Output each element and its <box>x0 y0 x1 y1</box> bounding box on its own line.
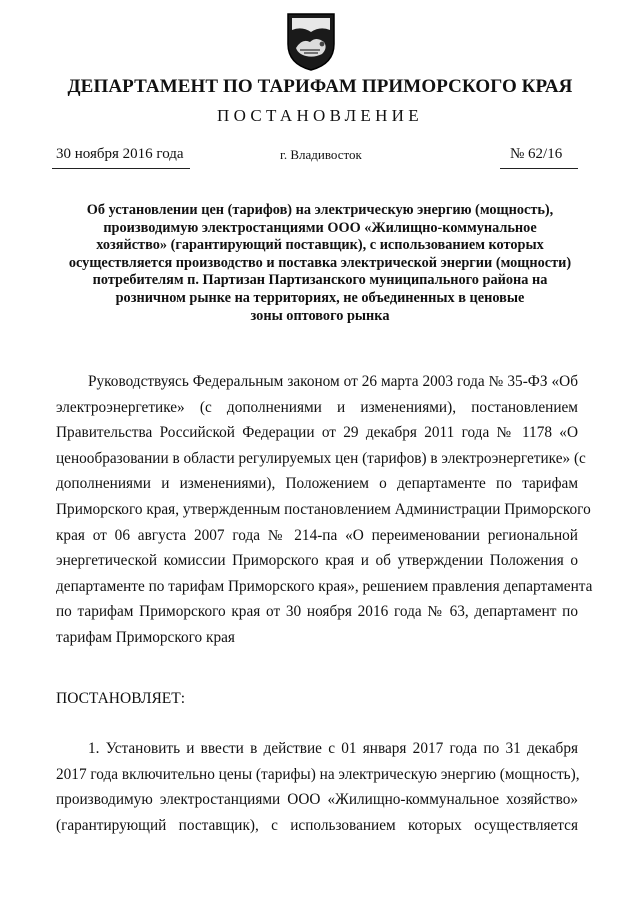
body-line: департаменте по тарифам Приморского края», решением правления департамента <box>56 577 593 595</box>
date-underline <box>52 168 190 169</box>
body-line: Приморского края, утвержденным постановлением Администрации Приморского <box>56 500 591 518</box>
department-title: ДЕПАРТАМЕНТ ПО ТАРИФАМ ПРИМОРСКОГО КРАЯ <box>67 76 573 97</box>
subject-line: зоны оптового рынка <box>250 307 390 324</box>
subject-line: осуществляется производство и поставка электрической энергии (мощности) <box>68 254 572 271</box>
subject-line: розничном рынке на территориях, не объединенных в ценовые <box>115 289 525 306</box>
body-line: электроэнергетике» (с дополнениями и изменениями), постановлением <box>56 398 578 416</box>
body-line: тарифам Приморского края <box>56 628 235 646</box>
decree-heading: ПОСТАНОВЛЯЕТ: <box>56 690 186 707</box>
document-date: 30 ноября 2016 года <box>56 146 184 162</box>
document-number: № 62/16 <box>510 146 563 162</box>
document-city: г. Владивосток <box>280 147 362 162</box>
subject-line: Об установлении цен (тарифов) на электрическую энергию (мощность), <box>86 202 554 218</box>
subject-line: хозяйство» (гарантирующий поставщик), с использованием которых <box>96 237 544 254</box>
number-underline <box>500 168 578 169</box>
document-subject <box>64 202 576 325</box>
preamble-paragraph <box>56 369 593 651</box>
body-line: производимую электростанциями ООО «Жилищно-коммунальное хозяйство» <box>56 791 578 809</box>
subject-line: производимую электростанциями ООО «Жилищно-коммунальное <box>103 219 537 236</box>
coat-of-arms-icon <box>284 8 338 72</box>
body-line: Правительства Российской Федерации от 29 декабря 2011 года № 1178 «О <box>56 424 578 442</box>
body-line: края от 06 августа 2007 года № 214-па «О переименовании региональной <box>56 526 578 544</box>
document-type: ПОСТАНОВЛЕНИЕ <box>217 106 423 125</box>
body-line: 2017 года включительно цены (тарифы) на электрическую энергию (мощность), <box>56 765 580 783</box>
body-line: Руководствуясь Федеральным законом от 26 марта 2003 года № 35-ФЗ «Об <box>88 373 578 390</box>
body-line: ценообразовании в области регулируемых цен (тарифов) в электроэнергетике» (с <box>56 449 586 467</box>
body-line: по тарифам Приморского края от 30 ноября 2016 года № 63, департамент по <box>56 603 578 621</box>
body-line: 1. Установить и ввести в действие с 01 января 2017 года по 31 декабря <box>88 740 578 757</box>
clause-1-paragraph <box>56 736 578 838</box>
body-line: дополнениями и изменениями), Положением о департаменте по тарифам <box>56 475 578 493</box>
subject-line: потребителям п. Партизан Партизанского муниципального района на <box>92 272 548 289</box>
body-line: (гарантирующий поставщик), с использованием которых осуществляется <box>56 816 578 834</box>
body-line: энергетической комиссии Приморского края и об утверждении Положения о <box>56 552 578 570</box>
